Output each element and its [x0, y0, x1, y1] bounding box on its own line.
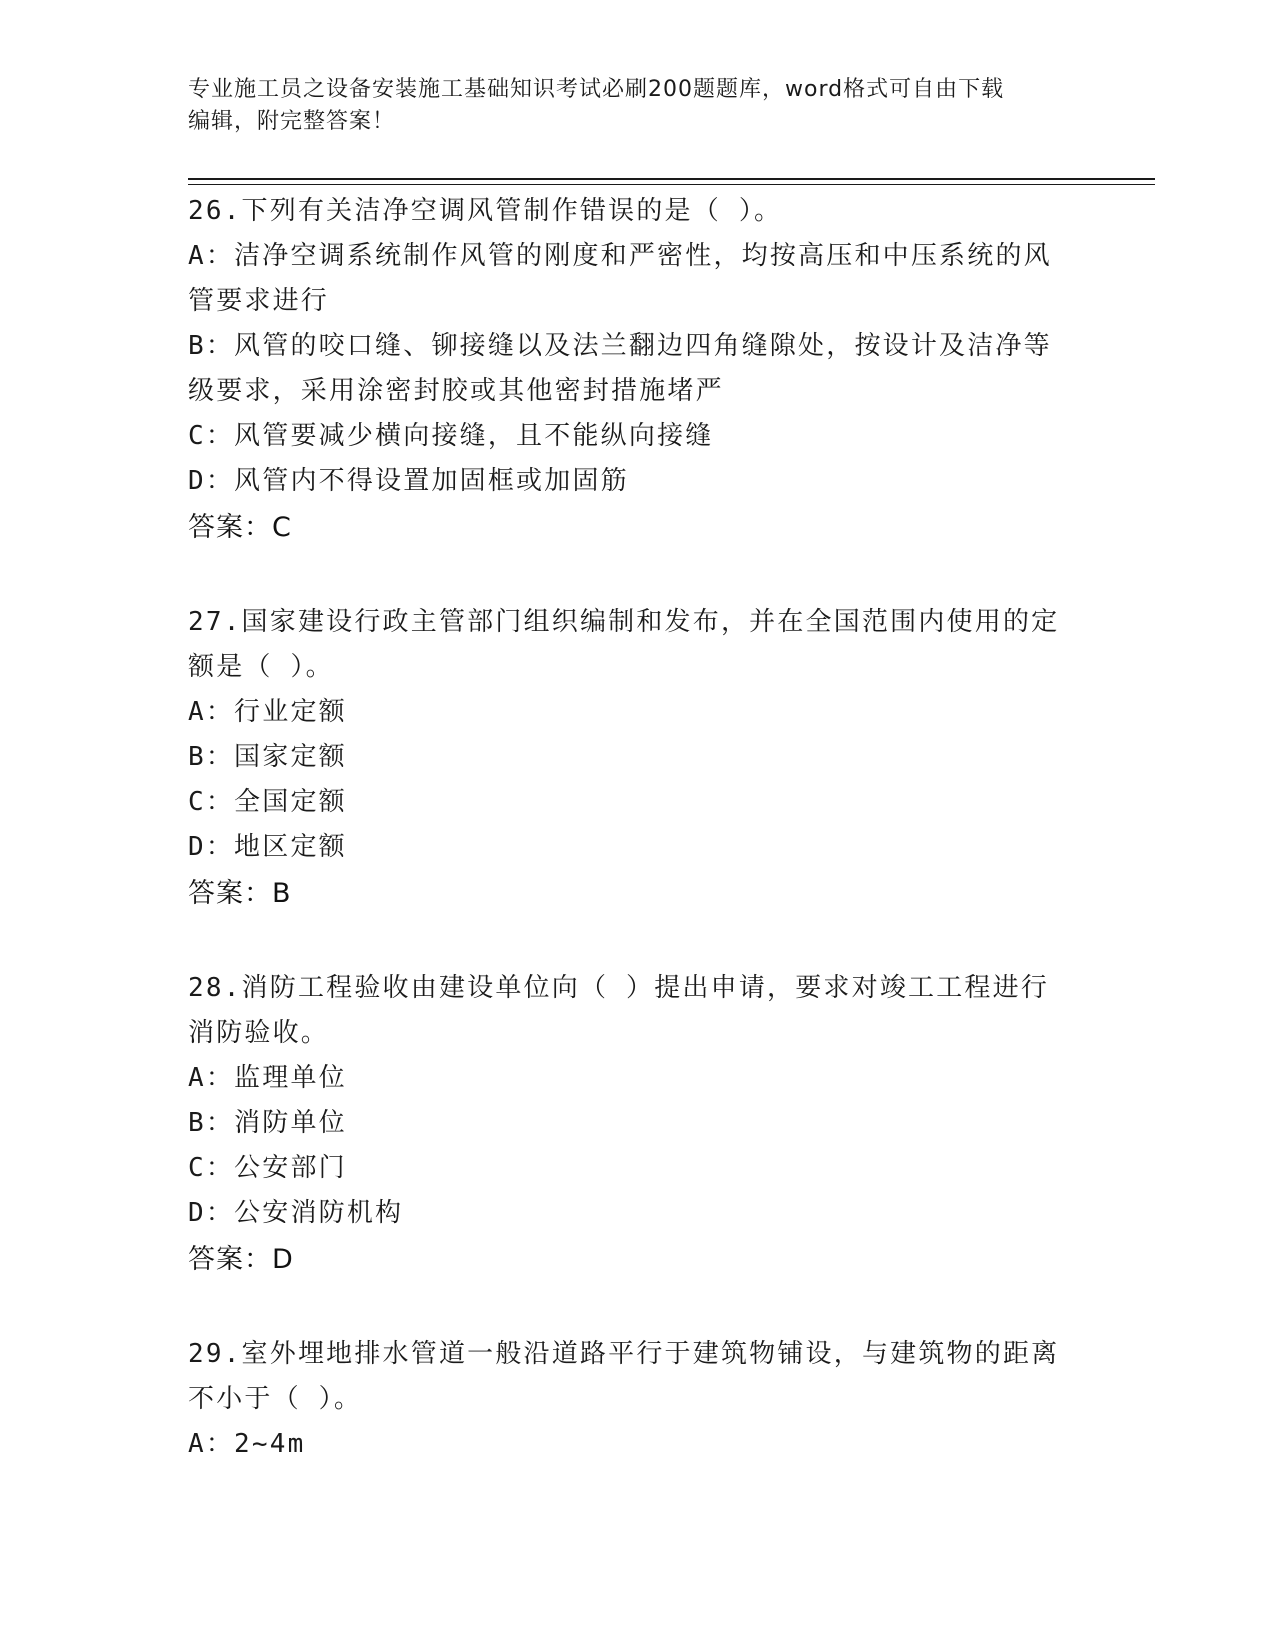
option-line: D：公安消防机构 — [188, 1198, 404, 1228]
stem-line: 27.国家建设行政主管部门组织编制和发布，并在全国范围内使用的定 — [188, 607, 1060, 637]
option-b — [188, 735, 1068, 780]
question-stem — [188, 189, 1068, 234]
option-b — [188, 324, 1068, 414]
option-a — [188, 1422, 1068, 1467]
option-a — [188, 690, 1068, 735]
option-d — [188, 1191, 1068, 1236]
stem-line: 消防验收。 — [188, 1018, 330, 1048]
question-28 — [188, 966, 1068, 1284]
option-line: A：洁净空调系统制作风管的刚度和严密性，均按高压和中压系统的风 — [188, 241, 1052, 271]
header-divider-thick — [188, 178, 1155, 180]
question-26 — [188, 189, 1068, 552]
option-d — [188, 825, 1068, 870]
option-line: A：监理单位 — [188, 1063, 347, 1093]
option-c — [188, 414, 1068, 459]
option-c — [188, 780, 1068, 825]
question-stem — [188, 600, 1068, 690]
answer-line: 答案：D — [188, 1244, 294, 1275]
option-d — [188, 459, 1068, 504]
stem-line: 28.消防工程验收由建设单位向（ ）提出申请，要求对竣工工程进行 — [188, 973, 1050, 1003]
option-a — [188, 1056, 1068, 1101]
option-c — [188, 1146, 1068, 1191]
question-29 — [188, 1332, 1068, 1467]
question-stem — [188, 1332, 1068, 1422]
option-line: D：地区定额 — [188, 832, 347, 862]
question-list — [188, 189, 1068, 1515]
option-line: 级要求，采用涂密封胶或其他密封措施堵严 — [188, 376, 724, 406]
stem-line: 29.室外埋地排水管道一般沿道路平行于建筑物铺设，与建筑物的距离 — [188, 1339, 1060, 1369]
option-a — [188, 234, 1068, 324]
answer-line: 答案：C — [188, 512, 292, 543]
option-b — [188, 1101, 1068, 1146]
stem-line: 26.下列有关洁净空调风管制作错误的是（ ）。 — [188, 196, 783, 226]
option-line: C：公安部门 — [188, 1153, 347, 1183]
answer-line: 答案：B — [188, 878, 292, 909]
stem-line: 不小于（ ）。 — [188, 1384, 363, 1414]
option-line: A：2~4m — [188, 1429, 306, 1459]
question-27 — [188, 600, 1068, 918]
option-line: B：消防单位 — [188, 1108, 347, 1138]
question-stem — [188, 966, 1068, 1056]
stem-line: 额是（ ）。 — [188, 652, 334, 682]
header-line-1: 专业施工员之设备安装施工基础知识考试必刷200题题库，word格式可自由下载 — [188, 77, 1005, 102]
option-line: B：风管的咬口缝、铆接缝以及法兰翻边四角缝隙处，按设计及洁净等 — [188, 331, 1052, 361]
option-line: C：全国定额 — [188, 787, 347, 817]
option-line: A：行业定额 — [188, 697, 347, 727]
option-line: B：国家定额 — [188, 742, 347, 772]
option-line: D：风管内不得设置加固框或加固筋 — [188, 466, 629, 496]
option-line: C：风管要减少横向接缝，且不能纵向接缝 — [188, 421, 714, 451]
document-header — [188, 74, 1068, 138]
option-line: 管要求进行 — [188, 286, 330, 316]
header-divider-thin — [188, 184, 1155, 185]
header-line-2: 编辑，附完整答案！ — [188, 109, 396, 134]
